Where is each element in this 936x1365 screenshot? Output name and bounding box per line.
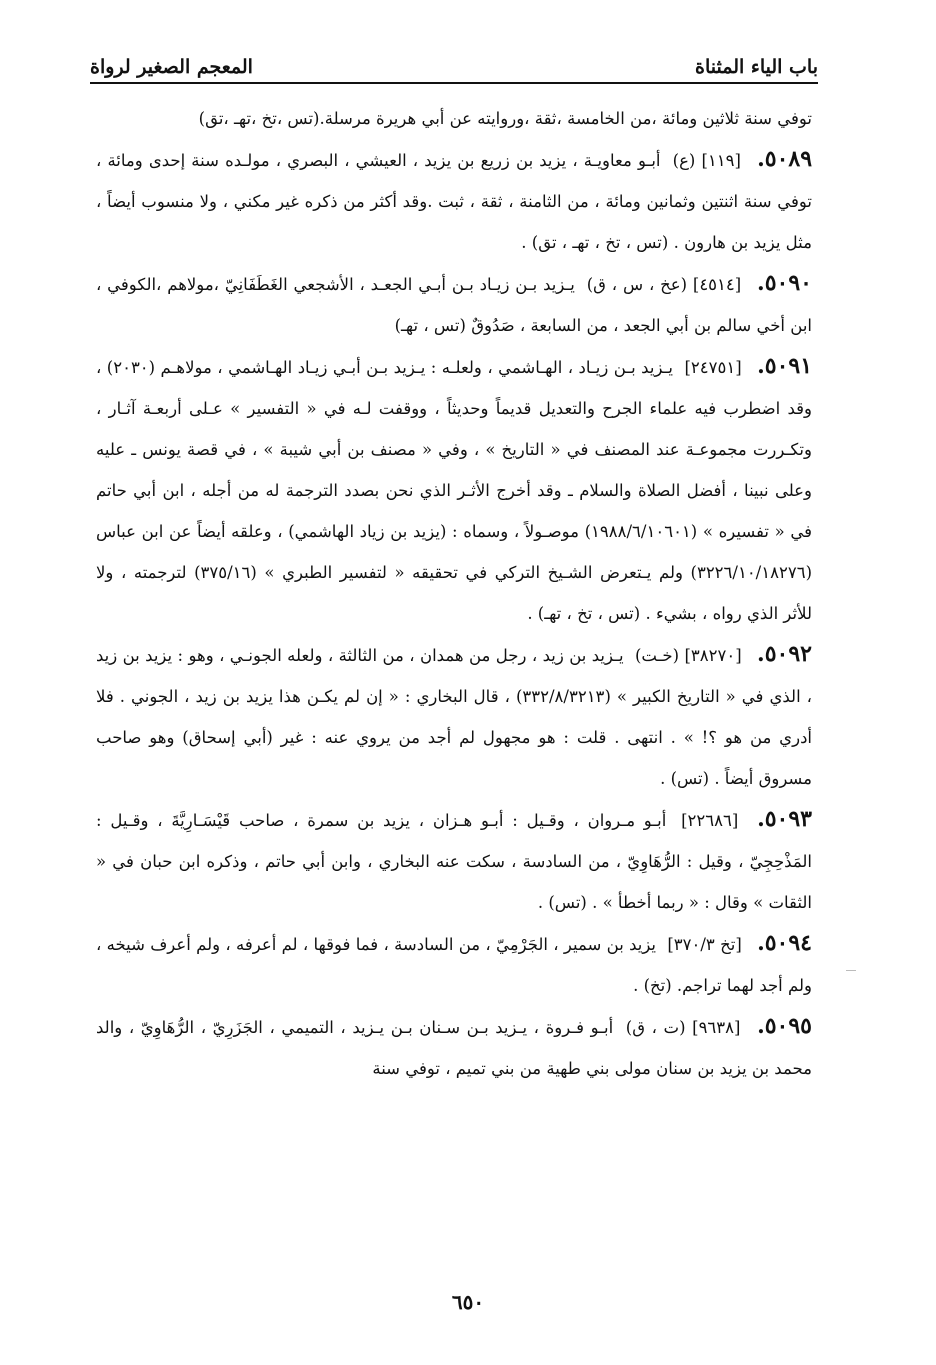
entry-text: أبـو معاويـة ، يزيد بن زريع بن يزيد ، العيشي ، البصري ، مولـده سنة إحدى ومائة ، توفي سنة اثنتين وثمانين ومائة ، من الثامنة ، ثقة ، ثبت .وقد أكثر من ذكره غير مكني ، ولا منسوب أيضاً ، مثل يزيد بن هارون . (تس ، تخ ، تهـ ، تق) . bbox=[96, 151, 812, 252]
margin-mark bbox=[846, 970, 856, 971]
entry-reference: [٤٥١٤] (عخ ، س ، ق) bbox=[586, 275, 742, 294]
entry-text: يزيد بن سمير ، الجَرْمِيّ ، من السادسة ، فما فوقها ، لم أعرفه ، ولم أعرف شيخه ، ولم أجد لهما تراجم. (تخ) . bbox=[96, 935, 812, 995]
entry-5090 bbox=[96, 263, 812, 346]
entry-number: ٥٠٩٠. bbox=[757, 270, 812, 296]
entry-number: ٥٠٩٣. bbox=[757, 806, 812, 832]
entry-text: أبـو مـروان ، وقـيل : أبـو هـزان ، يزيد بن سمرة ، صاحب قَيْسَـارِيَّةَ ، وقـيل : المَذْحِجِيّ ، وقيل : الرُّهَاوِيّ ، من السادسة ، سكت عنه البخاري ، وابن أبي حاتم ، وذكره ابن حبان في « الثقات » وقال : « ربما أخطأ » . (تس) . bbox=[96, 811, 812, 912]
entry-reference: [تخ ٣٧٠/٣] bbox=[667, 935, 742, 954]
entry-reference: [٢٤٧٥١] bbox=[684, 358, 742, 377]
entry-text: أبـو فـروة ، يـزيد بـن سـنان بـن يـزيد ، التميمي ، الجَزَرِيّ ، الرُّهَاوِيّ ، والد محمد بن يزيد بن سنان مولى بني طهية من بني تميم ، توفي سنة bbox=[96, 1018, 812, 1078]
entry-number: ٥٠٨٩. bbox=[757, 146, 813, 172]
entry-reference: [٣٨٢٧٠] (خـت) bbox=[634, 646, 742, 665]
entry-5089 bbox=[96, 139, 812, 263]
entry-number: ٥٠٩٤. bbox=[757, 930, 812, 956]
entry-text: يـزيد بـن زيـاد ، الهـاشمي ، ولعلـه : يـزيد بـن أبـي زيـاد الهـاشمي ، مولاهـم (٢٠٣٠) ، وقد اضطرب فيه علماء الجرح والتعديل قديماً وحديثاً ، ووقفت لـه في « التفسير » عـلى أربعـة آثـار ، وتكـررت مجموعـة عند المصنف في « التاريخ » ، وفي « مصنف بن أبي شيبة » ، في قصة يونس ـ عليه وعلى نبينا ، أفضل الصلاة والسلام ـ وقد أخرج الأثـر الذي نحن بصدد الترجمة له من أجله ، ابن أبي حاتم في « تفسيره » (١٩٨٨/٦/١٠٦٠١) موصـولاً ، وسماه : (يزيد بن زياد الهاشمي) ، وعلقه أيضاً عن ابن عباس (٣٢٢٦/١٠/١٨٢٧٦) ولم يـتعرض الشـيخ التركي في تحقيقه « لتفسير الطبري » (٣٧٥/١٦) لترجمته ، ولا للأثر الذي رواه ، بشيء . (تس ، تخ ، تهـ) . bbox=[96, 358, 812, 623]
chapter-title: باب الياء المثناة bbox=[695, 56, 818, 78]
entry-reference: [٢٢٦٨٦] bbox=[681, 811, 739, 830]
running-header bbox=[90, 38, 818, 84]
entry-5095 bbox=[96, 1006, 812, 1089]
entry-text: يـزيد بـن زيـاد بـن أبـي الجعـد ، الأشجعي الغَطَفَانِيّ ،مولاهم ،الكوفي ، ابن أخي سالم بن أبي الجعد ، من السابعة ، صَدُوقٌ (تس ، تهـ) bbox=[96, 275, 812, 335]
entry-number: ٥٠٩١. bbox=[757, 353, 813, 379]
page-number: ٦٥٠ bbox=[451, 1290, 485, 1314]
entry-reference: [١١٩] (ع) bbox=[672, 151, 741, 170]
continuation-text: توفي سنة ثلاثين ومائة ،من الخامسة ،ثقة ،وروايته عن أبي هريرة مرسلة.(تس ،تخ ،تهـ ،تق) bbox=[198, 109, 812, 128]
book-title: المعجم الصغير لرواة bbox=[90, 56, 253, 78]
entry-5092 bbox=[96, 634, 812, 799]
entry-reference: [٩٦٣٨] (ت ، ق) bbox=[625, 1018, 741, 1037]
entry-text: يـزيد بن زيد ، رجل من همدان ، من الثالثة ، ولعله الجونـي ، وهو : يزيد بن زيد ، الذي في « التاريخ الكبير » (٣٣٢/٨/٣٢١٣) ، قال البخاري : « إن لم يكـن هذا يزيد بن زيد ، الجوني . فلا أدري من هو ؟! » . انتهى . قلت : هو مجهول لم أجد من يروي عنه : غير (أبي إسحاق) وهو صاحب مسروق أيضاً . (تس) . bbox=[96, 646, 813, 788]
entry-5091 bbox=[96, 346, 812, 634]
page-body bbox=[96, 98, 812, 1089]
entry-number: ٥٠٩٢. bbox=[757, 641, 812, 667]
entry-5093 bbox=[96, 799, 812, 923]
entry-5094 bbox=[96, 923, 812, 1006]
entry-number: ٥٠٩٥. bbox=[757, 1013, 812, 1039]
